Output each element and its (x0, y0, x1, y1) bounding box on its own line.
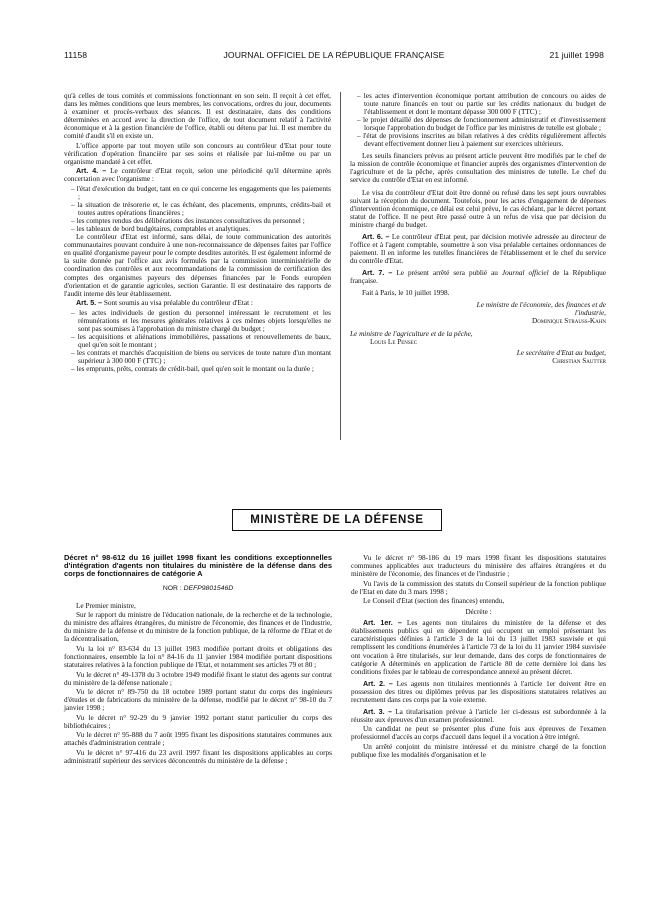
column-top-left (64, 92, 331, 373)
paragraph: Vu le décret n° 92-29 du 9 janvier 1992 portant statut particulier du corps des bibliothécaires ; (64, 713, 332, 730)
list-item: – les tableaux de bord budgétaires, comptables et analytiques. (71, 225, 251, 234)
article-text: Les agents non titulaires mentionnés à l'article 1er doivent être en possession des titres ou diplômes prévus par les dispositions statutaires relatives au recrutement dans ces corps par la voie externe. (351, 679, 606, 704)
paragraph: Le Premier ministre, (76, 601, 136, 610)
article-label: Art. 4. – (76, 167, 107, 176)
article-3 (351, 708, 606, 724)
nor-label: NOR : (162, 584, 182, 592)
journal-title: JOURNAL OFFICIEL DE LA RÉPUBLIQUE FRANÇAISE (223, 50, 445, 60)
journal-name: Journal officiel (501, 268, 549, 277)
article-1 (351, 619, 606, 675)
signatory-title: Le secrétaire d'Etat au budget, (516, 349, 606, 358)
paragraph: Le Conseil d'Etat (section des finances) entendu, (363, 597, 505, 606)
paragraph: Vu le décret n° 95-888 du 7 août 1995 fixant les dispositions statutaires communes aux attachés d'administration centrale ; (64, 731, 332, 748)
article-label: Art. 2. – (363, 679, 393, 688)
signatory-title: Le ministre de l'agriculture et de la pêche, (350, 330, 473, 339)
article-6 (350, 233, 606, 265)
paragraph: Sur le rapport du ministre de l'éducation nationale, de la recherche et de la technologie, du ministre des affaires étrangères, du ministre de l'économie, des finances et de l'industrie, du ministre de la défense et du ministre de la fonction publique, de la réforme de l'Etat et de la décentralisation, (64, 611, 332, 644)
paragraph: Les seuils financiers prévus au présent article peuvent être modifiés par le chef de la mission de contrôle économique et financier auprès des organismes d'intervention de l'agriculture et de la pêche, après consultation des ministres de tutelle. Le chef du service du contrôle d'Etat en est informé. (350, 152, 606, 185)
signatory-name: Louis Le Pensec (370, 338, 418, 347)
page-number: 11158 (64, 50, 88, 60)
article-label: Art. 3. – (363, 707, 392, 716)
paragraph: Un candidat ne peut se présenter plus d'une fois aux épreuves de l'examen professionnel d'accès au corps d'accueil dans lequel il a vocation à être intégré. (351, 725, 606, 742)
signatory-title: Le ministre de l'économie, des finances et de l'industrie, (476, 301, 606, 318)
column-bottom-left (64, 554, 332, 767)
column-top-right (350, 92, 606, 365)
paragraph: Le visa du contrôleur d'Etat doit être donné ou refusé dans les sept jours ouvrables suivant la réception du document. Toutefois, pour les actes d'engagement de dépenses d'intervention économique, ce délai est celui prévu, le cas échéant, par le décret portant statut de l'office. Il ne peut être passé outre à un refus de visa que par décision du ministre chargé du budget. (350, 188, 606, 229)
list-item: – les comptes rendus des délibérations des instances consultatives du personnel ; (71, 217, 305, 226)
decrete: Décrète : (465, 608, 492, 617)
list-item: – les contrats et marchés d'acquisition de biens ou services de toute nature d'un montant supérieur à 300 000 F (TTC) ; (71, 348, 331, 365)
paragraph: Un arrêté conjoint du ministre intéressé et du ministre chargé de la fonction publique fixe les modalités d'organisation et le (351, 742, 606, 760)
nor-reference (64, 585, 332, 593)
column-bottom-right (351, 554, 606, 761)
article-5 (64, 299, 331, 307)
list-item: – l'état de provisions inscrites au bilan relatives à des crédits régulièrement affectés devant effectivement donner lieu à paiement sur exercices ultérieurs. (357, 132, 606, 149)
signatory-name: Dominique Strauss-Kahn (531, 317, 606, 326)
article-label: Art. 6. – (362, 232, 390, 241)
paragraph: Le contrôleur d'Etat est informé, sans délai, de toute communication des autorités communautaires pouvant conduire à une non-reconnaissance de dépenses faites par l'office en qualité d'organisme payeur pour le compte desdites autorités. Il est également informé de la suite donnée par l'office aux avis formulés par la commission interministérielle de coordination des contrôles et aux recommandations de la commission de certification des comptes des organismes payeurs des dépenses financées par le Fonds européen d'orientation et de garantie agricoles, section Garantie. Il est destinataire des rapports de l'audit interne dès leur établissement. (64, 233, 331, 298)
article-label: Art. 7. – (362, 268, 393, 277)
list-item: – les actes d'intervention économique portant attribution de concours ou aides de toute nature financés en tout ou partie sur les crédits nationaux du budget de l'établissement et dont le montant dépasse 300 000 F (TTC) ; (357, 92, 606, 117)
article-text: Les agents non titulaires du ministère de la défense et des établissements publics qui en dépendent qui occupent un emploi présentant les caractéristiques définies à l'article 3 de la loi du 13 juillet 1983 susvisée et qui remplissent les conditions énumérées à l'article 73 de la loi du 11 janvier 1984 susvisée ont vocation à être titularisés, sur leur demande, dans des corps de fonctionnaires de catégorie A déterminés en application de l'article 80 de cette dernière loi dans les conditions fixées par le tableau de correspondance annexé au présent décret. (351, 619, 607, 676)
issue-date: 21 juillet 1998 (549, 50, 604, 60)
done-at: Fait à Paris, le 10 juillet 1998. (362, 289, 450, 298)
article-text: de la République française. (350, 268, 607, 285)
list-item: – les acquisitions et aliénations immobilières, passations et renouvellements de baux, quel qu'en soit le montant ; (71, 332, 331, 349)
nor-code: DEFP9801546D (183, 584, 234, 592)
paragraph: Vu la loi n° 83-634 du 13 juillet 1983 modifiée portant droits et obligations des fonctionnaires, ensemble la loi n° 84-16 du 11 janvier 1984 modifiée portant dispositions statutaires relatives à la fonction publique de l'Etat, et notamment ses articles 79 et 80 ; (64, 644, 332, 669)
article-text: Le présent arrêté sera publié au (396, 268, 498, 277)
article-7 (350, 269, 606, 285)
signatory-name: Christian Sautter (552, 357, 606, 366)
article-label: Art. 5. – (76, 299, 103, 308)
list-item: – les emprunts, prêts, contrats de crédit-bail, quel qu'en soit le montant ou la durée ; (71, 365, 314, 374)
paragraph: Vu le décret n° 49-1378 du 3 octobre 1949 modifié fixant le statut des agents sur contrat du ministère de la défense nationale ; (64, 670, 332, 687)
paragraph: Vu le décret n° 97-416 du 23 avril 1997 fixant les dispositions applicables au corps administratif supérieur des services déconcentrés du ministère de la défense ; (64, 748, 332, 765)
paragraph: L'office apporte par tout moyen utile son concours au contrôleur d'Etat pour toute vérification d'opération financière par ses soins et réalisée par lui-même ou par un organisme mandaté à cet effet. (64, 141, 331, 166)
list-item: – les actes individuels de gestion du personnel intéressant le recrutement et les rémunérations et les mesures générales relatives à ces mêmes objets lorsqu'elles ne sont pas soumises à l'approbation du ministre chargé du budget ; (71, 308, 331, 333)
paragraph: Vu l'avis de la commission des statuts du Conseil supérieur de la fonction publique de l'Etat en date du 3 mars 1998 ; (351, 579, 606, 596)
decree-title: Décret n° 98-612 du 16 juillet 1998 fixant les conditions exceptionnelles d'intégration d'agents non titulaires du ministère de la défense dans des corps de fonctionnaires de catégorie A (64, 553, 332, 579)
article-label: Art. 1er. – (363, 619, 402, 628)
article-text: Sont soumis au visa préalable du contrôleur d'Etat : (103, 299, 253, 308)
article-4 (64, 167, 331, 183)
signatures (350, 301, 606, 365)
list-item: – l'état d'exécution du budget, tant en ce qui concerne les engagements que les paiements ; (71, 185, 331, 202)
article-text: Le contrôleur d'Etat peut, par décision motivée adressée au directeur de l'office et à l'agent comptable, soumettre à son visa préalable certaines ordonnances de paiement. Il en informe les tutelles financières de l'établissement et le chef du service du contrôle d'Etat. (350, 232, 606, 265)
column-divider (340, 92, 341, 440)
list-item: – la situation de trésorerie et, le cas échéant, des placements, emprunts, crédits-bail et toutes autres opérations financières ; (71, 201, 331, 218)
running-header (64, 50, 604, 64)
list-item: – le projet détaillé des dépenses de fonctionnement administratif et d'investissement lorsque l'approbation du budget de l'office par les ministres de tutelle est globale ; (357, 116, 606, 133)
paragraph: qu'à celles de tous comités et commissions fonctionnant en son sein. Il reçoit à cet effet, dans les mêmes conditions que leurs membres, les convocations, ordres du jour, documents à examiner et procès-verbaux des séances. Il est destinataire, dans des conditions déterminées en accord avec la direction de l'office, de tout document relatif à l'activité économique et à la gestion financière de l'office, établi ou détenu par lui. Il est membre du comité d'audit s'il en existe un. (64, 92, 331, 141)
article-text: La titularisation prévue à l'article 1er ci-dessus est subordonnée à la réussite aux épreuves d'un examen professionnel. (351, 707, 607, 724)
paragraph: Vu le décret n° 98-186 du 19 mars 1998 fixant les dispositions statutaires communes applicables aux traducteurs du ministère des affaires étrangères et du ministère de l'économie, des finances et de l'industrie ; (351, 554, 606, 579)
ministry-heading: MINISTÈRE DE LA DÉFENSE (232, 509, 442, 531)
article-2 (351, 680, 606, 704)
paragraph: Vu le décret n° 89-750 du 18 octobre 1989 portant statut du corps des ingénieurs d'études et de fabrications du ministère de la défense, modifié par le décret n° 98-10 du 7 janvier 1998 ; (64, 688, 332, 713)
article-text: Le contrôleur d'Etat reçoit, selon une périodicité qu'il détermine après concertation avec l'organisme : (64, 167, 331, 184)
